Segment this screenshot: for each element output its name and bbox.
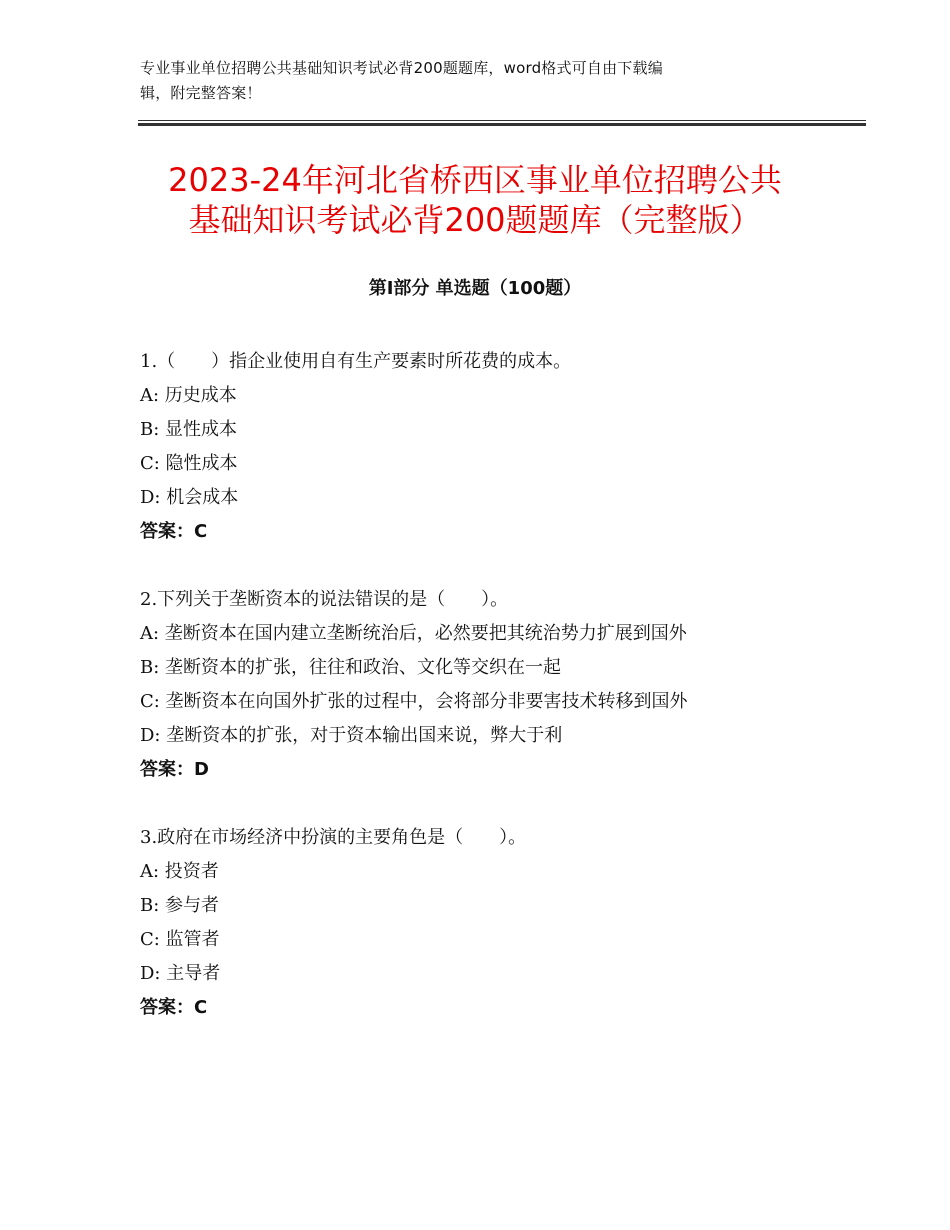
title-line-1: 2023-24年河北省桥西区事业单位招聘公共 [168, 161, 782, 199]
option-a: A: 投资者 [140, 861, 219, 882]
question-list [140, 345, 820, 1059]
option-b: B: 垄断资本的扩张，往往和政治、文化等交织在一起 [140, 657, 562, 678]
option-d: D: 主导者 [140, 963, 221, 984]
option-d: D: 垄断资本的扩张，对于资本输出国来说，弊大于利 [140, 725, 563, 746]
option-d: D: 机会成本 [140, 487, 239, 508]
option-b: B: 参与者 [140, 895, 220, 916]
title-line-2: 基础知识考试必背200题题库（完整版） [188, 201, 762, 239]
header-note-line-2: 辑，附完整答案！ [140, 84, 262, 102]
option-c: C: 垄断资本在向国外扩张的过程中，会将部分非要害技术转移到国外 [140, 691, 688, 712]
question-2 [140, 583, 820, 787]
document-title [120, 160, 830, 240]
header-rule-thick [138, 123, 866, 126]
option-a: A: 历史成本 [140, 385, 237, 406]
document-header-note [140, 56, 800, 106]
header-note-line-1: 专业事业单位招聘公共基础知识考试必背200题题库，word格式可自由下载编 [140, 59, 663, 77]
question-3 [140, 821, 820, 1025]
answer-label: 答案：D [140, 759, 209, 780]
question-stem: 2.下列关于垄断资本的说法错误的是（ ）。 [140, 589, 509, 610]
option-b: B: 显性成本 [140, 419, 238, 440]
question-stem: 1.（ ）指企业使用自有生产要素时所花费的成本。 [140, 351, 572, 372]
section-title: 第Ⅰ部分 单选题（100题） [368, 278, 582, 299]
question-stem: 3.政府在市场经济中扮演的主要角色是（ ）。 [140, 827, 527, 848]
answer-label: 答案：C [140, 521, 208, 542]
option-a: A: 垄断资本在国内建立垄断统治后，必然要把其统治势力扩展到国外 [140, 623, 687, 644]
header-rule-thin [138, 120, 866, 121]
question-1 [140, 345, 820, 549]
option-c: C: 隐性成本 [140, 453, 238, 474]
option-c: C: 监管者 [140, 929, 220, 950]
answer-label: 答案：C [140, 997, 208, 1018]
